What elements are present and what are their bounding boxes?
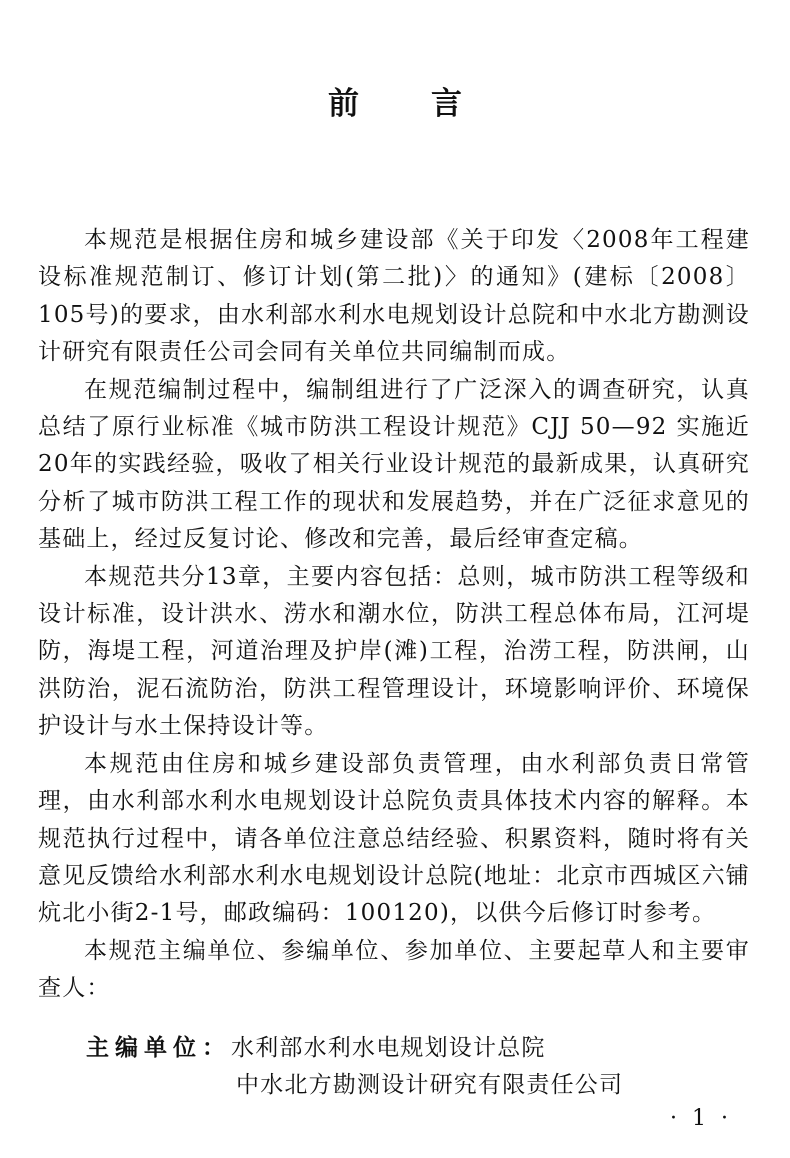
chief-editor-line [86, 1030, 766, 1067]
paragraph-origin: 本规范是根据住房和城乡建设部《关于印发〈2008年工程建设标准规范制订、修订计划(第二批)〉的通知》(建标〔2008〕105号)的要求，由水利部水利水电规划设计总院和中水北方勘测设计研究有限责任公司会同有关单位共同编制而成。 [38, 227, 750, 366]
chief-editor-second: 中水北方勘测设计研究有限责任公司 [236, 1072, 624, 1098]
page-number: · 1 · [670, 1106, 732, 1131]
paragraph-management: 本规范由住房和城乡建设部负责管理，由水利部负责日常管理，由水利部水利水电规划设计总院负责具体技术内容的解释。本规范执行过程中，请各单位注意总结经验、积累资料，随时将有关意见反馈给水利部水利水电规划设计总院(地址：北京市西城区六铺炕北小街2-1号，邮政编码：100120)，以供今后修订时参考。 [38, 750, 750, 927]
preface-body [38, 222, 750, 1008]
chief-editor-label: 主编单位： [86, 1035, 231, 1061]
chief-editor-units [86, 1030, 766, 1104]
paragraph-contents: 本规范共分13章，主要内容包括：总则，城市防洪工程等级和设计标准，设计洪水、涝水和潮水位，防洪工程总体布局，江河堤防，海堤工程，河道治理及护岸(滩)工程，治涝工程，防洪闸，山洪防治，泥石流防治，防洪工程管理设计，环境影响评价、环境保护设计与水土保持设计等。 [38, 563, 750, 740]
chief-editor-first: 水利部水利水电规划设计总院 [231, 1035, 546, 1061]
paragraph-units-intro: 本规范主编单位、参编单位、参加单位、主要起草人和主要审查人： [38, 937, 750, 1002]
page-title: 前言 [328, 86, 534, 122]
paragraph-process: 在规范编制过程中，编制组进行了广泛深入的调查研究，认真总结了原行业标准《城市防洪工程设计规范》CJJ 50—92 实施近20年的实践经验，吸收了相关行业设计规范的最新成果，认真研究分析了城市防洪工程工作的现状和发展趋势，并在广泛征求意见的基础上，经过反复讨论、修改和完善，最后经审查定稿。 [38, 376, 750, 553]
